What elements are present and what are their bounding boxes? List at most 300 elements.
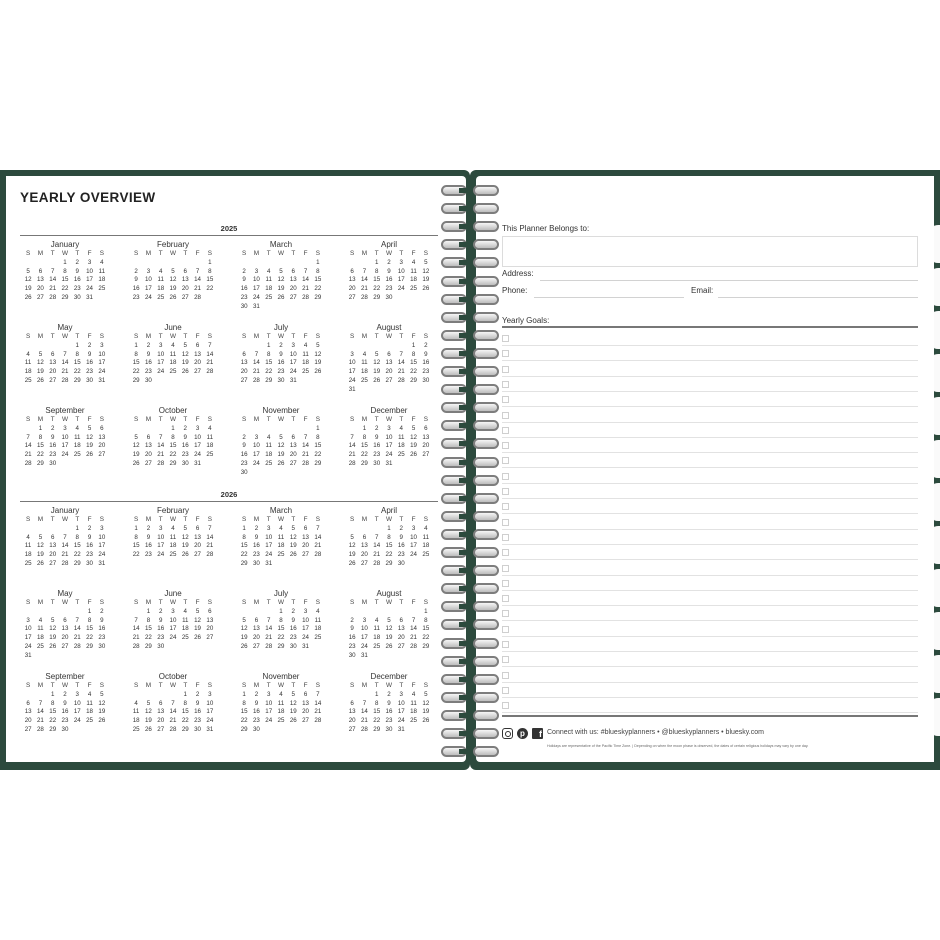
spiral-coil xyxy=(441,655,499,668)
day-cell: 25 xyxy=(302,368,309,376)
day-cell: 6 xyxy=(424,424,428,432)
day-cell: 28 xyxy=(360,293,368,301)
day-cell xyxy=(346,259,358,268)
day-cell: 2 xyxy=(399,524,403,532)
day-grid xyxy=(130,416,216,469)
weekday-header: T xyxy=(266,682,271,689)
day-cell: 5 xyxy=(183,341,187,349)
day-cell: 13 xyxy=(348,276,356,284)
day-cell: 15 xyxy=(206,276,214,284)
goal-row[interactable] xyxy=(502,392,918,407)
day-grid xyxy=(346,682,432,735)
month-calendar xyxy=(236,239,330,318)
spiral-coil xyxy=(441,600,499,613)
day-cell: 2 xyxy=(87,524,92,532)
day-cell: 29 xyxy=(36,459,44,467)
address-field[interactable] xyxy=(540,280,918,281)
day-cell: 10 xyxy=(24,625,32,633)
day-cell: 18 xyxy=(277,708,285,716)
phone-field[interactable] xyxy=(534,297,684,298)
day-cell: 30 xyxy=(86,559,93,567)
day-cell: 17 xyxy=(61,442,69,450)
goal-row[interactable] xyxy=(502,362,918,377)
weekday-header: W xyxy=(385,516,393,523)
day-cell: 3 xyxy=(146,267,151,275)
goal-row[interactable] xyxy=(502,591,918,606)
goal-checkbox[interactable] xyxy=(502,350,509,357)
day-cell: 2 xyxy=(387,258,391,266)
day-cell: 29 xyxy=(265,376,273,384)
weekday-header: T xyxy=(266,250,271,257)
day-cell xyxy=(420,386,432,395)
weekday-header: T xyxy=(50,599,55,606)
day-grid xyxy=(22,250,108,303)
day-cell: 25 xyxy=(277,551,285,559)
day-cell: 12 xyxy=(144,708,152,716)
day-cell xyxy=(299,303,311,312)
day-cell: 3 xyxy=(208,690,212,698)
goal-row[interactable] xyxy=(502,438,918,453)
day-cell: 15 xyxy=(132,359,140,367)
goal-row[interactable] xyxy=(502,484,918,499)
spiral-coil xyxy=(441,401,499,414)
day-cell: 17 xyxy=(73,708,81,716)
day-cell: 28 xyxy=(348,459,356,467)
goal-checkbox[interactable] xyxy=(502,519,509,526)
weekday-header: F xyxy=(303,516,308,523)
day-cell: 13 xyxy=(252,625,260,633)
day-cell: 8 xyxy=(50,699,55,707)
day-cell: 10 xyxy=(265,699,273,707)
day-grid xyxy=(130,682,216,735)
day-cell xyxy=(238,425,250,434)
goal-row[interactable] xyxy=(502,545,918,560)
weekday-header: S xyxy=(99,516,104,523)
day-cell: 26 xyxy=(36,559,44,567)
day-cell: 25 xyxy=(73,451,81,459)
day-cell: 12 xyxy=(86,433,93,441)
day-cell: 12 xyxy=(422,267,430,275)
day-cell: 8 xyxy=(63,267,67,275)
spiral-coil xyxy=(441,437,499,450)
weekday-header: T xyxy=(75,333,80,340)
day-cell: 16 xyxy=(385,708,393,716)
facebook-icon[interactable]: f xyxy=(532,728,543,739)
day-cell: 27 xyxy=(98,451,106,459)
belongs-to-label: This Planner Belongs to: xyxy=(502,224,590,233)
day-cell: 23 xyxy=(49,451,57,459)
day-cell xyxy=(204,377,216,386)
day-cell: 30 xyxy=(348,651,356,659)
goal-row[interactable] xyxy=(502,637,918,652)
day-grid xyxy=(346,599,432,661)
weekday-header: M xyxy=(253,516,260,523)
day-cell: 14 xyxy=(132,625,140,633)
goal-row[interactable] xyxy=(502,423,918,438)
day-cell: 2 xyxy=(146,524,151,532)
day-cell: 21 xyxy=(397,368,405,376)
weekday-header: S xyxy=(242,682,247,689)
day-cell: 1 xyxy=(279,607,283,615)
day-cell: 19 xyxy=(422,276,430,284)
day-cell: 20 xyxy=(36,285,44,293)
weekday-header: F xyxy=(303,599,308,606)
goal-row[interactable] xyxy=(502,561,918,576)
day-cell: 9 xyxy=(254,699,259,707)
day-cell: 5 xyxy=(195,607,200,615)
goal-checkbox[interactable] xyxy=(502,549,509,556)
day-cell: 15 xyxy=(360,442,368,450)
day-cell xyxy=(358,691,370,700)
goal-row[interactable] xyxy=(502,530,918,545)
day-cell: 19 xyxy=(181,542,189,550)
goal-row[interactable] xyxy=(502,622,918,637)
goal-row[interactable] xyxy=(502,469,918,484)
day-cell: 30 xyxy=(385,293,393,301)
goal-checkbox[interactable] xyxy=(502,641,509,648)
goal-checkbox[interactable] xyxy=(502,335,509,342)
goal-checkbox[interactable] xyxy=(502,488,509,495)
day-cell: 22 xyxy=(132,368,140,376)
day-cell: 16 xyxy=(373,442,381,450)
goal-checkbox[interactable] xyxy=(502,534,509,541)
day-cell: 4 xyxy=(183,607,187,615)
day-cell: 7 xyxy=(316,690,320,698)
spiral-coil xyxy=(441,220,499,233)
goal-checkbox[interactable] xyxy=(502,442,509,449)
day-cell: 13 xyxy=(24,708,32,716)
weekday-header: S xyxy=(134,682,139,689)
month-calendar xyxy=(20,505,114,584)
day-cell: 29 xyxy=(373,293,381,301)
day-cell: 27 xyxy=(240,376,248,384)
day-cell xyxy=(395,460,407,469)
month-name: October xyxy=(158,406,188,415)
day-cell: 13 xyxy=(385,359,393,367)
day-cell: 20 xyxy=(157,717,165,725)
email-field[interactable] xyxy=(718,297,918,298)
day-cell: 21 xyxy=(348,451,356,459)
day-cell: 28 xyxy=(157,459,165,467)
day-cell: 13 xyxy=(61,625,69,633)
goal-checkbox[interactable] xyxy=(502,396,509,403)
weekday-header: S xyxy=(315,416,320,423)
day-cell: 10 xyxy=(98,350,106,358)
weekday-header: F xyxy=(411,250,416,257)
goal-checkbox[interactable] xyxy=(502,610,509,617)
weekday-header: T xyxy=(183,416,188,423)
day-cell: 3 xyxy=(158,524,163,532)
day-cell: 15 xyxy=(240,542,248,550)
goal-row[interactable] xyxy=(502,668,918,683)
day-cell: 14 xyxy=(206,350,214,358)
weekday-header: S xyxy=(134,333,139,340)
day-cell xyxy=(312,303,324,312)
day-cell: 11 xyxy=(277,699,285,707)
goal-checkbox[interactable] xyxy=(502,656,509,663)
goal-checkbox[interactable] xyxy=(502,672,509,679)
goal-row[interactable] xyxy=(502,377,918,392)
day-cell xyxy=(83,726,95,735)
day-cell xyxy=(250,469,262,478)
day-cell xyxy=(47,652,59,661)
day-cell xyxy=(179,259,191,268)
day-cell: 27 xyxy=(49,376,57,384)
day-cell: 1 xyxy=(75,524,79,532)
day-cell: 19 xyxy=(194,625,201,633)
weekday-header: S xyxy=(423,416,428,423)
day-cell xyxy=(346,342,358,351)
day-cell: 12 xyxy=(194,616,201,624)
goal-checkbox[interactable] xyxy=(502,503,509,510)
day-cell: 1 xyxy=(208,258,212,266)
day-cell: 23 xyxy=(98,634,106,642)
day-cell xyxy=(155,259,167,268)
day-cell: 20 xyxy=(206,625,214,633)
weekday-header: T xyxy=(50,416,55,423)
day-cell: 1 xyxy=(134,524,138,532)
day-cell: 13 xyxy=(289,442,297,450)
day-cell: 16 xyxy=(397,542,405,550)
day-cell: 28 xyxy=(73,642,81,650)
goal-checkbox[interactable] xyxy=(502,595,509,602)
day-cell: 10 xyxy=(410,533,417,541)
goal-checkbox[interactable] xyxy=(502,457,509,464)
day-cell: 28 xyxy=(36,725,44,733)
day-cell: 5 xyxy=(26,267,30,275)
page-title: YEARLY OVERVIEW xyxy=(20,190,156,205)
goal-row[interactable] xyxy=(502,515,918,530)
day-grid xyxy=(238,416,324,478)
day-cell: 6 xyxy=(158,699,163,707)
weekday-header: T xyxy=(374,416,379,423)
day-cell: 17 xyxy=(397,276,405,284)
goal-checkbox[interactable] xyxy=(502,427,509,434)
weekday-header: S xyxy=(350,333,355,340)
goal-row[interactable] xyxy=(502,408,918,423)
weekday-header: S xyxy=(242,599,247,606)
day-cell: 11 xyxy=(422,533,430,541)
weekday-header: M xyxy=(361,416,368,423)
day-cell: 6 xyxy=(146,433,151,441)
day-cell: 3 xyxy=(87,258,92,266)
day-cell: 10 xyxy=(397,267,405,275)
goal-row[interactable] xyxy=(502,453,918,468)
goal-checkbox[interactable] xyxy=(502,473,509,480)
day-cell: 26 xyxy=(132,459,140,467)
year-label: 2026 xyxy=(220,490,238,499)
goal-row[interactable] xyxy=(502,499,918,514)
day-cell: 4 xyxy=(362,350,367,358)
month-name: May xyxy=(57,589,73,598)
day-cell: 6 xyxy=(291,267,295,275)
goal-checkbox[interactable] xyxy=(502,687,509,694)
goal-checkbox[interactable] xyxy=(502,366,509,373)
day-cell: 23 xyxy=(240,293,248,301)
day-cell: 1 xyxy=(362,424,367,432)
day-cell: 4 xyxy=(158,267,163,275)
day-cell: 6 xyxy=(63,616,67,624)
weekday-header: W xyxy=(169,682,177,689)
day-cell: 22 xyxy=(61,285,69,293)
day-cell: 25 xyxy=(24,559,32,567)
day-cell xyxy=(142,691,154,700)
day-cell: 10 xyxy=(157,350,165,358)
day-cell: 15 xyxy=(181,708,189,716)
day-cell xyxy=(420,652,432,661)
day-cell: 27 xyxy=(302,717,309,725)
month-name: August xyxy=(376,589,402,598)
weekday-header: F xyxy=(303,333,308,340)
day-cell: 19 xyxy=(348,551,356,559)
day-cell: 23 xyxy=(252,551,260,559)
day-cell: 20 xyxy=(302,542,309,550)
weekday-header: S xyxy=(242,516,247,523)
weekday-header: F xyxy=(411,682,416,689)
goal-row[interactable] xyxy=(502,331,918,346)
day-cell: 28 xyxy=(132,642,140,650)
weekday-header: S xyxy=(423,250,428,257)
goal-row[interactable] xyxy=(502,346,918,361)
day-cell: 25 xyxy=(314,634,322,642)
weekday-header: M xyxy=(37,333,44,340)
year-label: 2025 xyxy=(220,224,238,233)
day-cell xyxy=(312,726,324,735)
day-cell: 30 xyxy=(397,559,405,567)
goal-checkbox[interactable] xyxy=(502,381,509,388)
goal-checkbox[interactable] xyxy=(502,580,509,587)
month-name: August xyxy=(376,323,402,332)
day-cell xyxy=(34,691,46,700)
day-cell xyxy=(34,608,46,617)
day-cell xyxy=(371,342,383,351)
day-cell: 17 xyxy=(360,634,368,642)
weekday-header: T xyxy=(50,682,55,689)
day-cell: 3 xyxy=(254,267,259,275)
day-cell: 5 xyxy=(183,524,187,532)
owner-name-field[interactable] xyxy=(502,236,918,267)
day-cell xyxy=(47,342,59,351)
day-cell: 25 xyxy=(24,376,32,384)
day-cell: 28 xyxy=(265,642,273,650)
day-grid xyxy=(130,599,216,652)
pinterest-icon[interactable]: p xyxy=(517,728,528,739)
day-cell xyxy=(275,726,287,735)
weekday-header: M xyxy=(253,333,260,340)
spiral-coil xyxy=(441,419,499,432)
month-calendar xyxy=(128,239,222,318)
day-cell: 31 xyxy=(289,376,297,384)
spiral-coil xyxy=(441,329,499,342)
day-cell xyxy=(275,560,287,569)
goals-divider-bottom xyxy=(502,715,918,717)
goal-row[interactable] xyxy=(502,576,918,591)
day-cell: 17 xyxy=(385,442,393,450)
day-cell: 11 xyxy=(182,616,189,624)
day-cell: 6 xyxy=(50,350,55,358)
weekday-header: W xyxy=(277,599,285,606)
goal-row[interactable] xyxy=(502,683,918,698)
month-calendar xyxy=(344,588,438,667)
day-cell: 4 xyxy=(279,524,283,532)
goal-row[interactable] xyxy=(502,652,918,667)
day-cell: 21 xyxy=(265,634,273,642)
day-cell: 16 xyxy=(144,542,152,550)
goal-checkbox[interactable] xyxy=(502,412,509,419)
goal-checkbox[interactable] xyxy=(502,565,509,572)
day-cell xyxy=(358,525,370,534)
day-cell: 4 xyxy=(316,607,320,615)
day-cell xyxy=(167,643,179,652)
day-cell: 13 xyxy=(98,433,106,441)
day-cell: 21 xyxy=(194,285,201,293)
day-cell: 18 xyxy=(169,542,177,550)
day-cell xyxy=(130,608,142,617)
weekday-header: W xyxy=(385,416,393,423)
day-cell: 9 xyxy=(146,533,151,541)
day-cell: 16 xyxy=(49,442,57,450)
weekday-header: F xyxy=(195,333,200,340)
goal-row[interactable] xyxy=(502,606,918,621)
day-cell: 25 xyxy=(169,551,177,559)
day-cell: 13 xyxy=(302,699,309,707)
day-cell: 24 xyxy=(169,634,177,642)
day-cell: 6 xyxy=(208,607,212,615)
day-cell: 24 xyxy=(302,634,309,642)
day-cell: 12 xyxy=(132,442,140,450)
day-cell xyxy=(263,303,275,312)
day-cell: 3 xyxy=(399,690,403,698)
day-cell: 7 xyxy=(26,433,30,441)
goal-checkbox[interactable] xyxy=(502,702,509,709)
day-cell: 7 xyxy=(362,267,367,275)
day-cell: 18 xyxy=(422,542,430,550)
day-cell: 25 xyxy=(98,285,106,293)
day-cell: 1 xyxy=(316,258,320,266)
day-cell xyxy=(238,342,250,351)
month-name: April xyxy=(380,240,397,249)
weekday-header: T xyxy=(183,333,188,340)
day-cell: 1 xyxy=(75,341,79,349)
weekday-header: S xyxy=(350,599,355,606)
day-cell: 15 xyxy=(373,708,381,716)
spiral-coil xyxy=(441,383,499,396)
goal-checkbox[interactable] xyxy=(502,626,509,633)
goal-row[interactable] xyxy=(502,698,918,713)
day-cell: 6 xyxy=(350,267,354,275)
day-cell xyxy=(420,460,432,469)
weekday-header: W xyxy=(169,599,177,606)
day-cell: 19 xyxy=(314,359,322,367)
day-cell: 20 xyxy=(302,708,309,716)
weekday-header: T xyxy=(399,333,404,340)
day-grid xyxy=(130,333,216,386)
weekday-header: T xyxy=(183,599,188,606)
day-cell: 28 xyxy=(373,559,381,567)
connect-text: Connect with us: #blueskyplanners • @blueskyplanners • bluesky.com xyxy=(547,729,764,736)
instagram-icon[interactable] xyxy=(502,728,513,739)
day-cell xyxy=(346,425,358,434)
day-cell: 9 xyxy=(374,433,379,441)
day-cell: 9 xyxy=(424,350,428,358)
day-cell: 22 xyxy=(314,451,322,459)
day-cell xyxy=(275,469,287,478)
day-cell: 14 xyxy=(36,708,44,716)
day-cell: 18 xyxy=(206,442,214,450)
day-cell: 26 xyxy=(194,634,201,642)
day-cell xyxy=(204,643,216,652)
weekday-header: M xyxy=(145,416,152,423)
